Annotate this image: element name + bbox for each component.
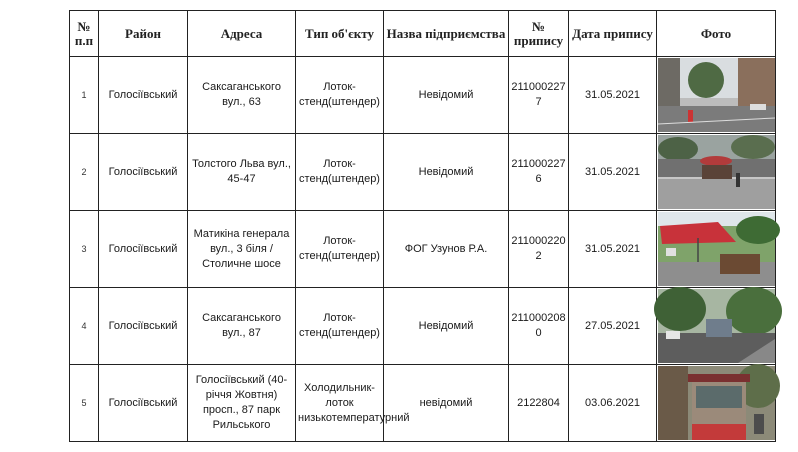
table-row xyxy=(70,211,776,288)
row-address: Саксаганського вул., 87 xyxy=(188,288,296,365)
row-type: Холодильник-лоток низькотемпературний xyxy=(296,365,384,442)
row-company: Невідомий xyxy=(384,288,509,365)
row-district: Голосіївський xyxy=(99,288,188,365)
header-type: Тип об'єкту xyxy=(296,11,384,57)
table-header-row xyxy=(70,11,776,57)
header-district: Район xyxy=(99,11,188,57)
row-photo-cell xyxy=(657,57,776,134)
row-district: Голосіївський xyxy=(99,134,188,211)
row-num: 5 xyxy=(70,365,99,442)
row-district: Голосіївський xyxy=(99,57,188,134)
row-num: 1 xyxy=(70,57,99,134)
stall-with-umbrella-photo xyxy=(658,135,775,209)
row-district: Голосіївський xyxy=(99,211,188,288)
row-company: Невідомий xyxy=(384,134,509,211)
row-company: невідомий xyxy=(384,365,509,442)
row-address: Матикіна генерала вул., 3 біля / Столичне шосе xyxy=(188,211,296,288)
row-type: Лоток-стенд(штендер) xyxy=(296,211,384,288)
row-photo-cell xyxy=(657,134,776,211)
row-district: Голосіївський xyxy=(99,365,188,442)
row-company: Невідомий xyxy=(384,57,509,134)
row-company: ФОГ Узунов Р.А. xyxy=(384,211,509,288)
header-date: Дата припису xyxy=(569,11,657,57)
row-order-no: 2122804 xyxy=(509,365,569,442)
row-order-no: 2110002080 xyxy=(509,288,569,365)
header-address: Адреса xyxy=(188,11,296,57)
row-photo-cell xyxy=(657,211,776,288)
row-address: Саксаганського вул., 63 xyxy=(188,57,296,134)
tree-lined-street-photo xyxy=(658,289,775,363)
orders-table xyxy=(69,10,776,442)
row-date: 31.05.2021 xyxy=(569,134,657,211)
table-row xyxy=(70,365,776,442)
table-row xyxy=(70,57,776,134)
row-date: 03.06.2021 xyxy=(569,365,657,442)
header-num: № п.п xyxy=(70,11,99,57)
row-type: Лоток-стенд(штендер) xyxy=(296,134,384,211)
row-type: Лоток-стенд(штендер) xyxy=(296,57,384,134)
row-photo-cell xyxy=(657,288,776,365)
row-date: 31.05.2021 xyxy=(569,57,657,134)
row-num: 3 xyxy=(70,211,99,288)
row-order-no: 2110002202 xyxy=(509,211,569,288)
header-company: Назва підприємства xyxy=(384,11,509,57)
row-photo-cell xyxy=(657,365,776,442)
ice-cream-kiosk-photo xyxy=(658,366,775,440)
row-date: 27.05.2021 xyxy=(569,288,657,365)
street-scene-photo xyxy=(658,58,775,132)
row-order-no: 2110002277 xyxy=(509,57,569,134)
row-date: 31.05.2021 xyxy=(569,211,657,288)
red-umbrella-photo xyxy=(658,212,775,286)
row-order-no: 2110002276 xyxy=(509,134,569,211)
row-address: Толстого Льва вул., 45-47 xyxy=(188,134,296,211)
table-row xyxy=(70,134,776,211)
table-row xyxy=(70,288,776,365)
row-type: Лоток-стенд(штендер) xyxy=(296,288,384,365)
header-photo: Фото xyxy=(657,11,776,57)
row-address: Голосіївський (40-річчя Жовтня) просп., 87 парк Рильського xyxy=(188,365,296,442)
header-order-no: № припису xyxy=(509,11,569,57)
row-num: 2 xyxy=(70,134,99,211)
row-num: 4 xyxy=(70,288,99,365)
